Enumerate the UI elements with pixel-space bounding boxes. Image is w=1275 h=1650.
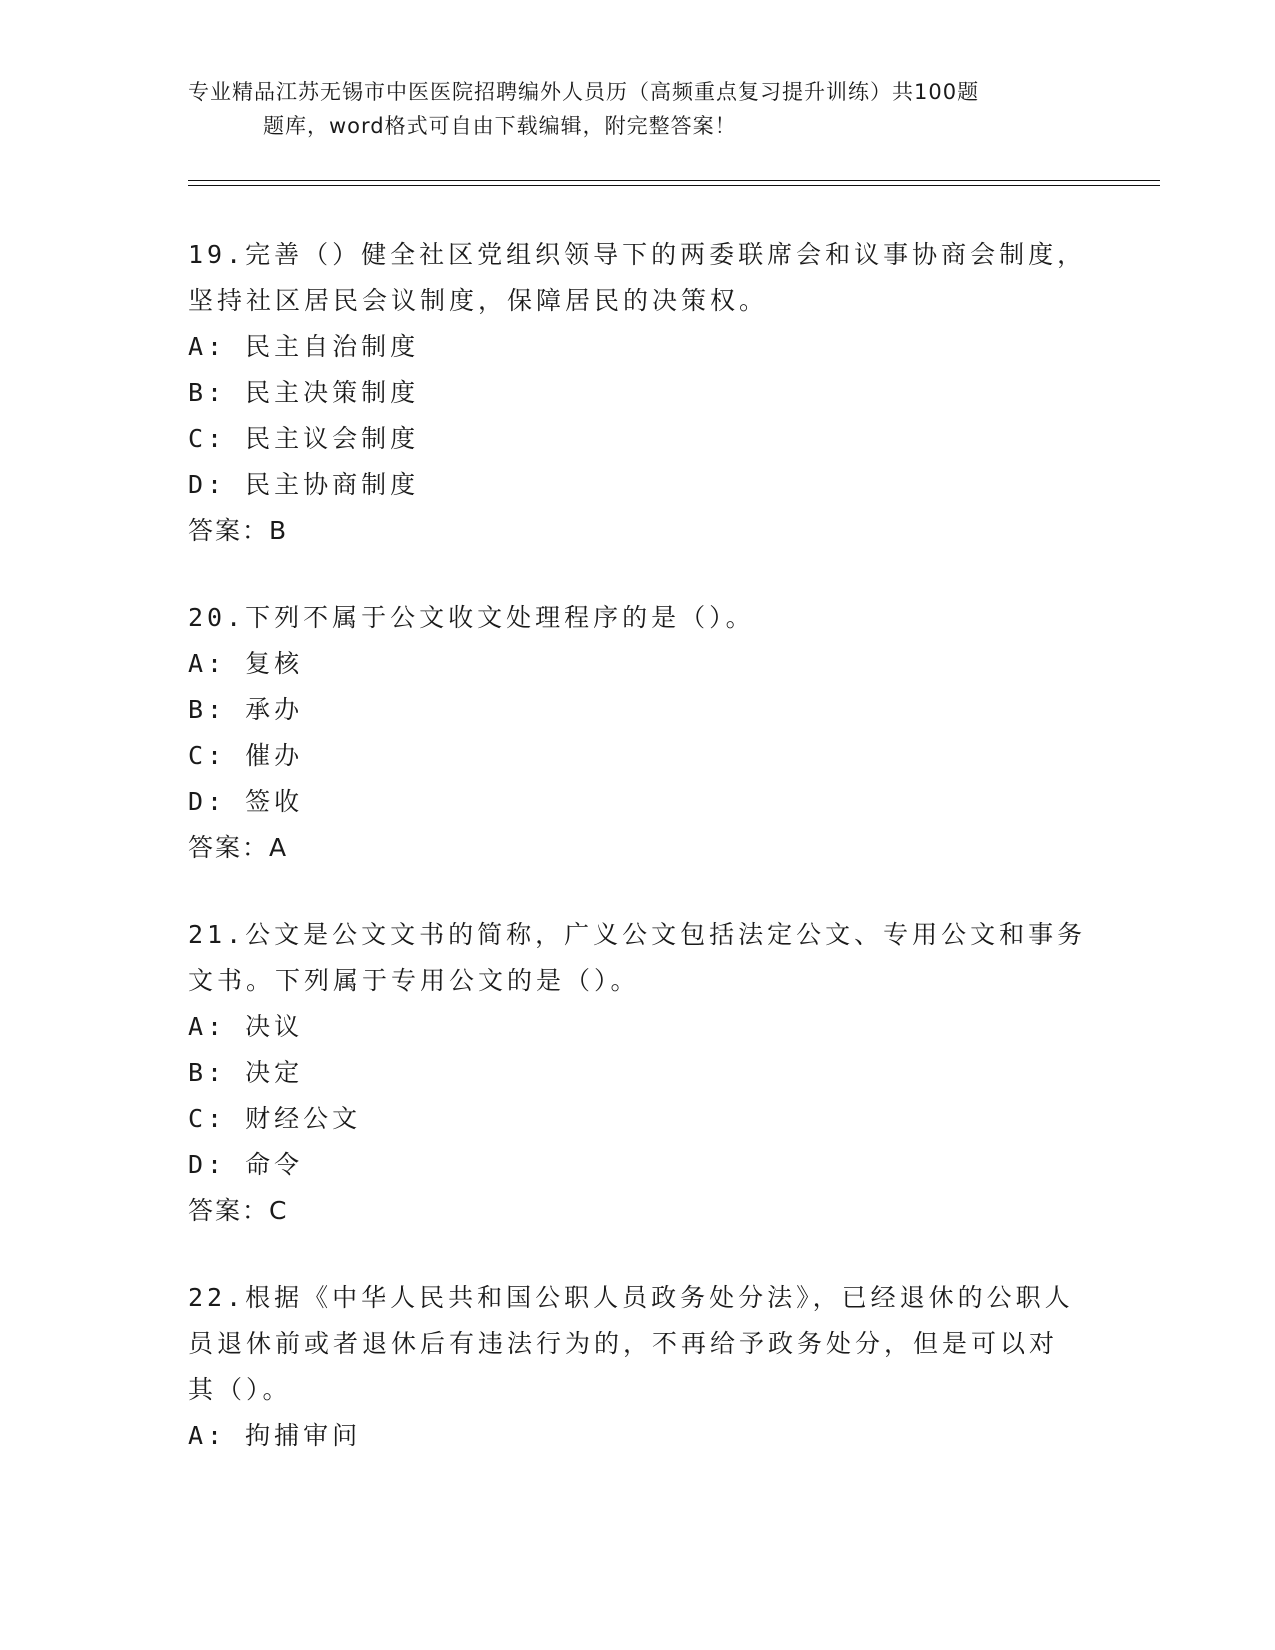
answer-option: D: 民主协商制度 [188,470,420,499]
question-stem [188,595,1088,641]
question-stem-line: 20.下列不属于公文收文处理程序的是（）。 [188,603,755,632]
document-header [188,75,1088,143]
question-stem-line: 19.完善（）健全社区党组织领导下的两委联席会和议事协商会制度， [188,240,1087,269]
question-block [188,912,1088,1234]
question-stem-line: 坚持社区居民会议制度，保障居民的决策权。 [188,286,769,315]
correct-answer: 答案：B [188,516,289,545]
header-divider-top [188,180,1160,181]
answer-option: A: 拘捕审问 [188,1421,362,1450]
correct-answer: 答案：A [188,833,289,862]
question-stem [188,232,1088,324]
header-title-line-2: 题库，word格式可自由下载编辑，附完整答案！ [263,114,737,138]
answer-option: C: 催办 [188,741,304,770]
answer-option: D: 签收 [188,787,304,816]
answer-option: C: 民主议会制度 [188,424,420,453]
correct-answer: 答案：C [188,1196,289,1225]
answer-option: B: 民主决策制度 [188,378,420,407]
question-stem-line: 文书。下列属于专用公文的是（）。 [188,966,640,995]
question-stem-line: 员退休前或者退休后有违法行为的，不再给予政务处分，但是可以对 [188,1329,1059,1358]
header-title-line-1: 专业精品江苏无锡市中医医院招聘编外人员历（高频重点复习提升训练）共100题 [188,80,980,104]
question-stem-line: 21.公文是公文文书的简称，广义公文包括法定公文、专用公文和事务 [188,920,1087,949]
answer-option: A: 复核 [188,649,304,678]
answer-option: A: 决议 [188,1012,304,1041]
question-stem [188,912,1088,1004]
answer-option: A: 民主自治制度 [188,332,420,361]
question-stem-line: 22.根据《中华人民共和国公职人员政务处分法》，已经退休的公职人 [188,1283,1074,1312]
question-list [188,232,1088,1500]
question-block [188,595,1088,871]
question-stem-line: 其（）。 [188,1375,292,1404]
question-block [188,232,1088,554]
question-stem [188,1275,1088,1413]
answer-option: C: 财经公文 [188,1104,362,1133]
answer-option: B: 决定 [188,1058,304,1087]
answer-option: D: 命令 [188,1150,304,1179]
header-divider-bottom [188,185,1160,186]
answer-option: B: 承办 [188,695,304,724]
question-block [188,1275,1088,1459]
